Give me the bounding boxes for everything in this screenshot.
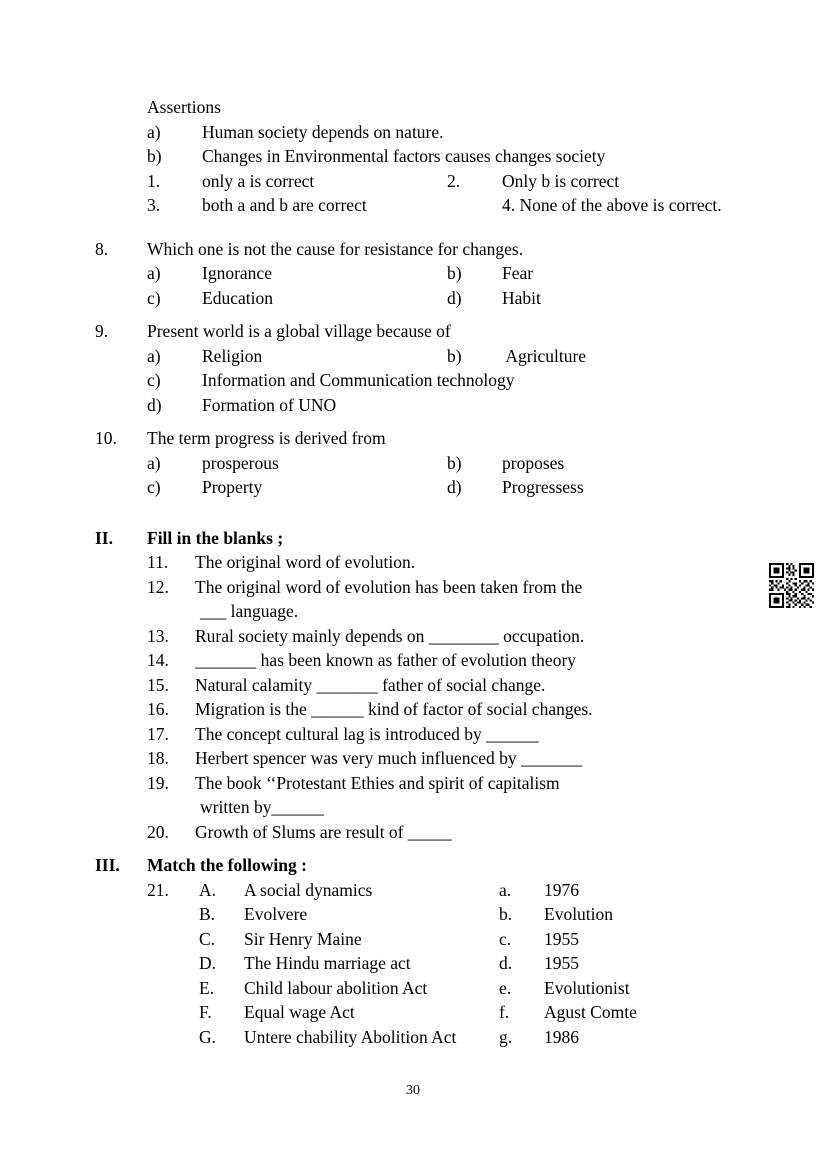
option-text: both a and b are correct: [202, 195, 367, 215]
fill-blank-item: [147, 722, 735, 747]
option: [147, 475, 447, 500]
spacer: [95, 844, 735, 853]
item-text: The concept cultural lag is introduced by ______: [195, 723, 539, 744]
item-number: 13.: [147, 625, 169, 646]
question-text: The term progress is derived from: [147, 428, 386, 448]
option-text: Property: [202, 477, 263, 497]
option-text: Only b is correct: [502, 170, 620, 191]
match-left-label: D.: [199, 953, 217, 973]
fill-blank-item-continued: [200, 795, 735, 820]
question-9-option-row: [147, 393, 735, 418]
match-right-text: Evolutionist: [544, 977, 630, 998]
option-text: Agriculture: [502, 345, 587, 366]
item-text-cont: written by______: [200, 797, 324, 817]
option-label: c): [147, 477, 161, 497]
option-label: a): [147, 345, 161, 366]
section-roman: III.: [95, 855, 120, 875]
assertion-text: Human society depends on nature.: [202, 121, 444, 142]
match-row: [147, 878, 735, 903]
item-number: 18.: [147, 748, 169, 768]
item-text: The original word of evolution.: [195, 552, 416, 572]
match-left-text: Evolvere: [244, 904, 308, 924]
spacer: [95, 500, 735, 526]
item-number: 17.: [147, 723, 169, 744]
question-10-option-row: [147, 451, 735, 476]
question-10: [95, 426, 735, 451]
item-number: 20.: [147, 821, 169, 842]
assertions-heading-text: Assertions: [147, 97, 221, 117]
match-left-label: C.: [199, 928, 216, 949]
section-roman: II.: [95, 527, 113, 548]
option-label: c): [147, 287, 161, 308]
question-number: 8.: [95, 238, 109, 259]
option-label: b): [447, 452, 462, 473]
option-number: 3.: [147, 195, 161, 215]
match-left-label: A.: [199, 879, 217, 900]
question-text: Which one is not the cause for resistance for changes.: [147, 238, 524, 259]
match-left-text: Untere chability Abolition Act: [244, 1026, 457, 1047]
match-left-text: A social dynamics: [244, 879, 373, 900]
option-text: Fear: [502, 263, 534, 283]
spacer: [95, 218, 735, 237]
page-number: 30: [406, 1083, 420, 1098]
option-number: 1.: [147, 170, 161, 191]
question-9-option-row: [147, 368, 735, 393]
assertion-option-row: [147, 193, 735, 218]
fill-blank-item: [147, 648, 735, 673]
fill-blank-item: [147, 697, 735, 722]
option-text: prosperous: [202, 452, 279, 473]
item-number: 12.: [147, 576, 169, 597]
question-8: [95, 237, 735, 262]
assertion-option: [147, 193, 447, 218]
assertions-heading: [147, 95, 735, 120]
item-text: Natural calamity _______ father of social change.: [195, 674, 546, 695]
match-right-label: b.: [499, 904, 513, 924]
item-text: The book ‘‘Protestant Ethies and spirit of capitalism: [195, 772, 560, 793]
fill-blank-item: [147, 673, 735, 698]
match-row: [147, 951, 735, 976]
option-text: proposes: [502, 452, 565, 473]
assertion-option-row: [147, 169, 735, 194]
fill-blank-item: [147, 550, 735, 575]
section-three-heading: [95, 853, 735, 878]
assertion-option: [147, 169, 447, 194]
match-right-text: 1955: [544, 928, 579, 949]
match-row: [147, 976, 735, 1001]
option: [147, 286, 447, 311]
assertion-option: [447, 193, 722, 218]
option-label: a): [147, 452, 161, 473]
match-left-label: F.: [199, 1002, 212, 1022]
fill-blank-item: [147, 746, 735, 771]
match-left-text: Equal wage Act: [244, 1002, 355, 1022]
option-label: b): [447, 345, 462, 366]
item-text: Rural society mainly depends on ________ occupation.: [195, 625, 585, 646]
option-text: Education: [202, 287, 273, 308]
item-number: 11.: [147, 552, 169, 572]
item-number: 14.: [147, 650, 169, 670]
item-text-cont: ___ language.: [200, 601, 299, 621]
match-left-label: B.: [199, 904, 216, 924]
assertion-text: Changes in Environmental factors causes changes society: [202, 146, 606, 166]
item-text: Growth of Slums are result of _____: [195, 821, 452, 842]
item-text: _______ has been known as father of evolution theory: [195, 650, 577, 670]
match-right-label: a.: [499, 879, 512, 900]
option-number: 2.: [447, 170, 461, 191]
fill-blank-item-continued: [200, 599, 735, 624]
question-number: 10.: [95, 428, 117, 448]
spacer: [95, 310, 735, 319]
match-right-label: c.: [499, 928, 512, 949]
fill-blank-item: [147, 820, 735, 845]
item-text: Migration is the ______ kind of factor of social changes.: [195, 699, 593, 719]
option-label: a): [147, 263, 161, 283]
section-two-heading: [95, 526, 735, 551]
match-right-text: 1986: [544, 1026, 579, 1047]
match-row: [147, 1025, 735, 1050]
option-text: Information and Communication technology: [202, 370, 515, 390]
option: [447, 451, 564, 476]
match-right-text: 1976: [544, 879, 579, 900]
question-number: 9.: [95, 321, 109, 341]
option-text: only a is correct: [202, 170, 315, 191]
spacer: [95, 417, 735, 426]
match-right-label: g.: [499, 1026, 513, 1047]
match-row: [147, 927, 735, 952]
match-right-text: Evolution: [544, 904, 614, 924]
match-right-label: e.: [499, 977, 512, 998]
assertion-label: b): [147, 146, 162, 166]
option: [447, 261, 533, 286]
fill-blank-item: [147, 771, 735, 796]
item-text: Herbert spencer was very much influenced by _______: [195, 748, 583, 768]
assertion-item: [147, 120, 735, 145]
fill-blank-item: [147, 575, 735, 600]
assertion-item: [147, 144, 735, 169]
option-label: d): [147, 394, 162, 415]
page-content: [95, 95, 735, 1049]
option-text: Formation of UNO: [202, 394, 337, 415]
option: [147, 344, 447, 369]
match-right-text: Agust Comte: [544, 1002, 637, 1022]
option: [447, 286, 541, 311]
match-right-label: d.: [499, 953, 513, 973]
option: [147, 451, 447, 476]
item-text: The original word of evolution has been taken from the: [195, 576, 583, 597]
match-row: [147, 902, 735, 927]
question-8-option-row: [147, 286, 735, 311]
fill-blank-item: [147, 624, 735, 649]
question-10-option-row: [147, 475, 735, 500]
match-left-label: E.: [199, 977, 215, 998]
option-text: Progressess: [502, 477, 584, 497]
option-label: d): [447, 287, 462, 308]
match-left-text: The Hindu marriage act: [244, 953, 411, 973]
match-row: [147, 1000, 735, 1025]
question-number: 21.: [147, 879, 169, 900]
match-left-label: G.: [199, 1026, 217, 1047]
item-number: 15.: [147, 674, 169, 695]
question-9: [95, 319, 735, 344]
match-left-text: Child labour abolition Act: [244, 977, 428, 998]
option: [447, 344, 586, 369]
item-number: 16.: [147, 699, 169, 719]
item-number: 19.: [147, 772, 169, 793]
assertion-label: a): [147, 121, 161, 142]
match-left-text: Sir Henry Maine: [244, 928, 362, 949]
question-9-option-row: [147, 344, 735, 369]
option: [447, 475, 584, 500]
question-8-option-row: [147, 261, 735, 286]
option-text: Religion: [202, 345, 263, 366]
option-label: c): [147, 370, 161, 390]
match-right-text: 1955: [544, 953, 579, 973]
option-label: d): [447, 477, 462, 497]
option-label: b): [447, 263, 462, 283]
qr-code-icon: [769, 563, 814, 608]
option: [147, 261, 447, 286]
section-title: Match the following :: [147, 855, 307, 875]
option-text: Ignorance: [202, 263, 272, 283]
assertion-option: [447, 169, 619, 194]
option-text: 4. None of the above is correct.: [502, 195, 722, 215]
question-text: Present world is a global village because of: [147, 321, 451, 341]
match-right-label: f.: [499, 1002, 510, 1022]
section-title: Fill in the blanks ;: [147, 527, 284, 548]
option-text: Habit: [502, 287, 541, 308]
